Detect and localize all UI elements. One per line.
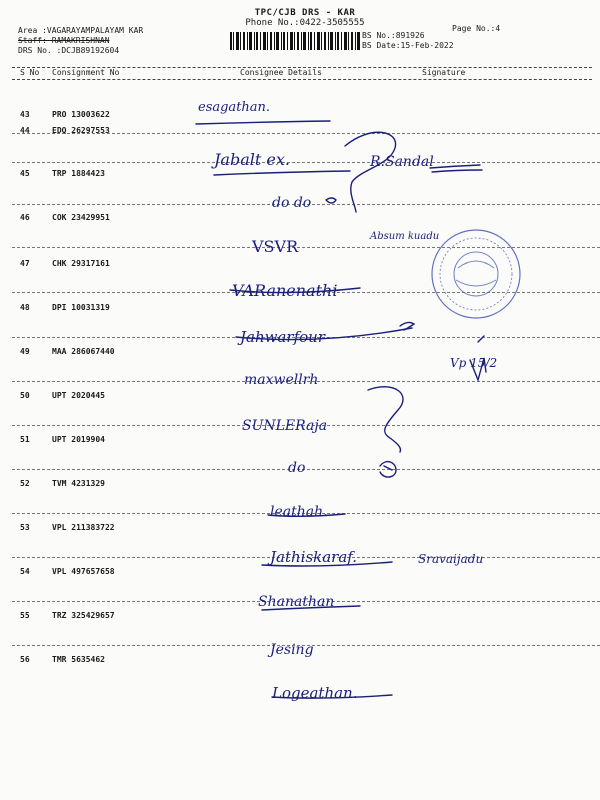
col-consignee: Consignee Details: [240, 68, 322, 77]
barcode: [230, 32, 360, 50]
handwritten-signature: Sravaijadu: [418, 552, 484, 566]
handwritten-note: Absum kuadu: [370, 231, 440, 242]
table-row: [0, 567, 600, 576]
bs-date: BS Date:15-Feb-2022: [362, 41, 454, 50]
handwritten-consignee: Jathiskaraf.: [270, 548, 358, 566]
row-consignment: VPL 497657658: [52, 567, 115, 576]
row-consignment: TVM 4231329: [52, 479, 105, 488]
row-consignment: PRO 13003622: [52, 110, 110, 119]
handwritten-consignee: SUNLERaja: [242, 418, 328, 434]
row-consignment: EDQ 26297553: [52, 126, 110, 135]
sheet-title: TPC/CJB DRS - KAR: [254, 8, 356, 18]
handwritten-consignee: Logeathan.: [272, 684, 358, 702]
row-sno: 46: [20, 213, 30, 222]
row-sno: 56: [20, 655, 30, 664]
row-sno: 55: [20, 611, 30, 620]
row-consignment: DPI 10031319: [52, 303, 110, 312]
table-row: [0, 303, 600, 312]
handwritten-consignee: VARanenathi: [232, 281, 338, 300]
header-left-info: [18, 26, 143, 56]
handwritten-consignee: Jabalt ex.: [214, 150, 290, 169]
handwritten-consignee: VSVR: [252, 237, 299, 256]
staff-label: Staff: RAMAKRISHNAN: [18, 36, 110, 45]
row-sno: 48: [20, 303, 30, 312]
table-row: [0, 479, 600, 488]
handwritten-consignee: do: [288, 460, 306, 476]
row-consignment: TMR 5635462: [52, 655, 105, 664]
table-row: [0, 259, 600, 268]
row-sno: 44: [20, 126, 30, 135]
handwritten-signature: Vp 15/2: [450, 356, 498, 370]
row-consignment: TRZ 325429657: [52, 611, 115, 620]
row-sno: 47: [20, 259, 30, 268]
table-row: [0, 110, 600, 119]
handwritten-consignee: Jahwarfour: [240, 328, 325, 346]
col-signature: Signature: [422, 68, 466, 77]
header-right-info: [362, 26, 454, 51]
row-consignment: UPT 2020445: [52, 391, 105, 400]
row-sno: 52: [20, 479, 30, 488]
area-label: Area :VAGARAYAMPALAYAM KAR: [18, 26, 144, 35]
col-consignment: Consignment No: [52, 68, 120, 77]
row-consignment: CHK 29317161: [52, 259, 110, 268]
row-sno: 45: [20, 169, 30, 178]
office-stamp: [432, 230, 520, 318]
row-consignment: MAA 286067440: [52, 347, 115, 356]
table-row: [0, 611, 600, 620]
handwritten-consignee: leathah.: [270, 504, 328, 520]
table-row: [0, 126, 600, 135]
row-sno: 53: [20, 523, 30, 532]
col-sno: S No: [20, 68, 40, 77]
row-consignment: UPT 2019904: [52, 435, 105, 444]
drs-number: DRS No. :DCJB89192604: [18, 46, 120, 55]
page-number: Page No.:4: [452, 24, 501, 33]
row-consignment: VPL 211383722: [52, 523, 115, 532]
handwritten-consignee: Shanathan: [258, 594, 335, 610]
column-header: [0, 67, 600, 81]
row-consignment: COK 23429951: [52, 213, 110, 222]
row-sno: 50: [20, 391, 30, 400]
phone-number: Phone No.:0422-3505555: [245, 18, 365, 28]
table-row: [0, 523, 600, 532]
row-sno: 49: [20, 347, 30, 356]
handwritten-signature: R.Sandal: [370, 154, 434, 170]
row-consignment: TRP 1884423: [52, 169, 105, 178]
table-row: [0, 213, 600, 222]
handwritten-consignee: esagathan.: [198, 100, 271, 115]
header-center: [205, 8, 405, 28]
row-sno: 51: [20, 435, 30, 444]
handwritten-consignee: do do: [272, 195, 312, 211]
bs-number: BS No.:891926: [362, 31, 425, 40]
table-row: [0, 169, 600, 178]
row-sno: 43: [20, 110, 30, 119]
row-sno: 54: [20, 567, 30, 576]
handwritten-consignee: Jesing: [270, 642, 314, 658]
handwritten-consignee: maxwellrh: [244, 372, 319, 388]
table-row: [0, 391, 600, 400]
table-row: [0, 347, 600, 356]
table-row: [0, 435, 600, 444]
